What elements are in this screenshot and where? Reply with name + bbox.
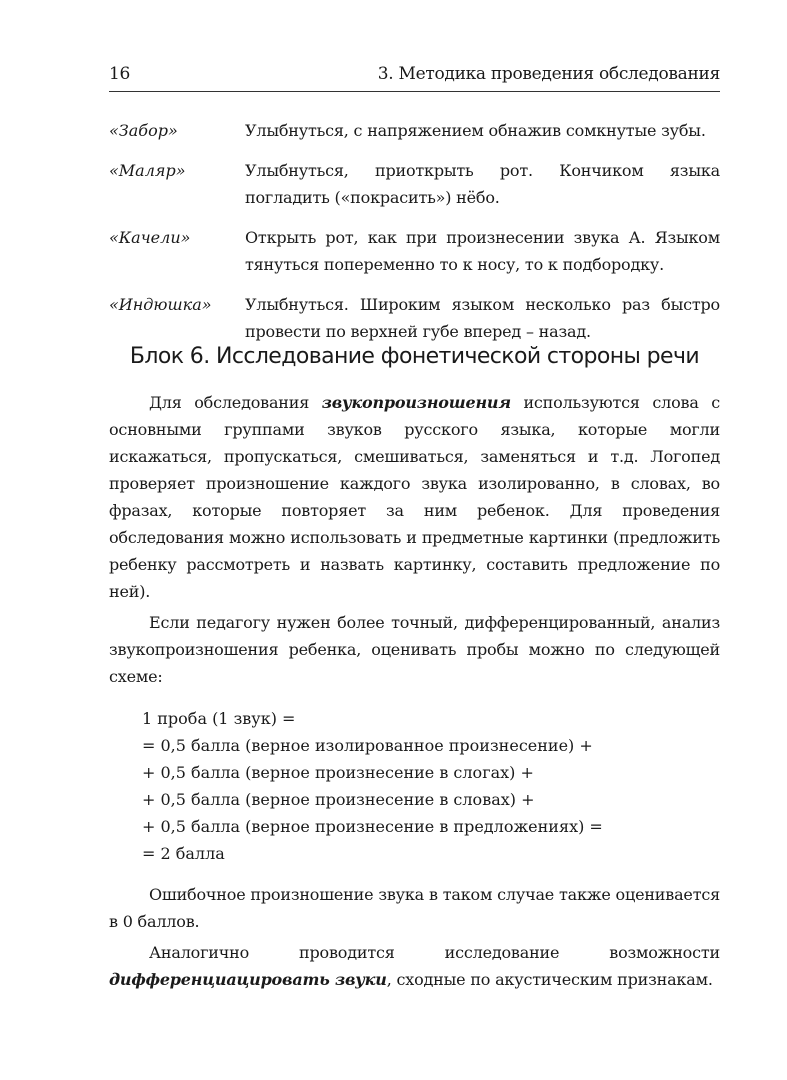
paragraph-text: , сходные по акустическим признакам. <box>386 970 713 989</box>
paragraph-text: используются слова с основными группами звуков русского языка, которые могли искажаться, пропускаться, смешиваться, заменяться и т.д. Логопед проверяет произношение каждого звука изолированно, в словах, во фразах, которые повторяет за ним ребенок. Для проведения обследования можно использовать и предметные картинки (предложить ребенку рассмотреть и назвать картинку, составить предложение по ней). <box>109 393 720 601</box>
formula-line: + 0,5 балла (верное произнесение в слогах) + <box>142 763 534 782</box>
exercise-description: Улыбнуться, приоткрыть рот. Кончиком языка погладить («покрасить») нёбо. <box>245 161 720 207</box>
section-body <box>109 389 720 993</box>
paragraph-intro <box>109 389 720 605</box>
exercise-item <box>109 291 720 345</box>
exercise-item <box>109 117 720 144</box>
formula-line: = 2 балла <box>142 844 225 863</box>
exercise-item <box>109 224 720 278</box>
header-rule <box>109 91 720 92</box>
formula-line: 1 проба (1 звук) = <box>142 709 296 728</box>
exercise-name: «Забор» <box>109 121 178 140</box>
formula-line: + 0,5 балла (верное произнесение в предложениях) = <box>142 817 603 836</box>
running-header <box>109 64 720 84</box>
section-heading: Блок 6. Исследование фонетической стороны речи <box>129 344 700 369</box>
page-number: 16 <box>109 64 131 84</box>
paragraph-differentiation <box>109 939 720 993</box>
exercise-item <box>109 157 720 211</box>
emphasized-term: звукопроизношения <box>321 393 511 412</box>
emphasized-term: дифференциацировать звуки <box>109 970 387 989</box>
chapter-title: 3. Методика проведения обследования <box>377 64 720 84</box>
scoring-formula <box>142 705 720 867</box>
exercise-name: «Маляр» <box>109 161 186 180</box>
exercise-description: Улыбнуться, с напряжением обнажив сомкнутые зубы. <box>245 121 706 140</box>
exercise-description: Улыбнуться. Широким языком несколько раз быстро провести по верхней губе вперед – назад. <box>245 295 720 341</box>
paragraph-text: Для обследования <box>149 393 322 412</box>
formula-line: + 0,5 балла (верное произнесение в словах) + <box>142 790 535 809</box>
exercise-list <box>109 117 720 358</box>
paragraph-text: Аналогично проводится исследование возможности <box>149 943 720 962</box>
exercise-name: «Качели» <box>109 228 191 247</box>
formula-line: = 0,5 балла (верное изолированное произнесение) + <box>142 736 593 755</box>
exercise-name: «Индюшка» <box>109 295 212 314</box>
paragraph-scheme-intro: Если педагогу нужен более точный, дифференцированный, анализ звукопроизношения ребенка, оценивать пробы можно по следующей схеме: <box>109 613 720 686</box>
paragraph-error-scoring: Ошибочное произношение звука в таком случае также оценивается в 0 баллов. <box>109 885 720 931</box>
exercise-description: Открыть рот, как при произнесении звука А. Языком тянуться попеременно то к носу, то к подбородку. <box>245 228 720 274</box>
